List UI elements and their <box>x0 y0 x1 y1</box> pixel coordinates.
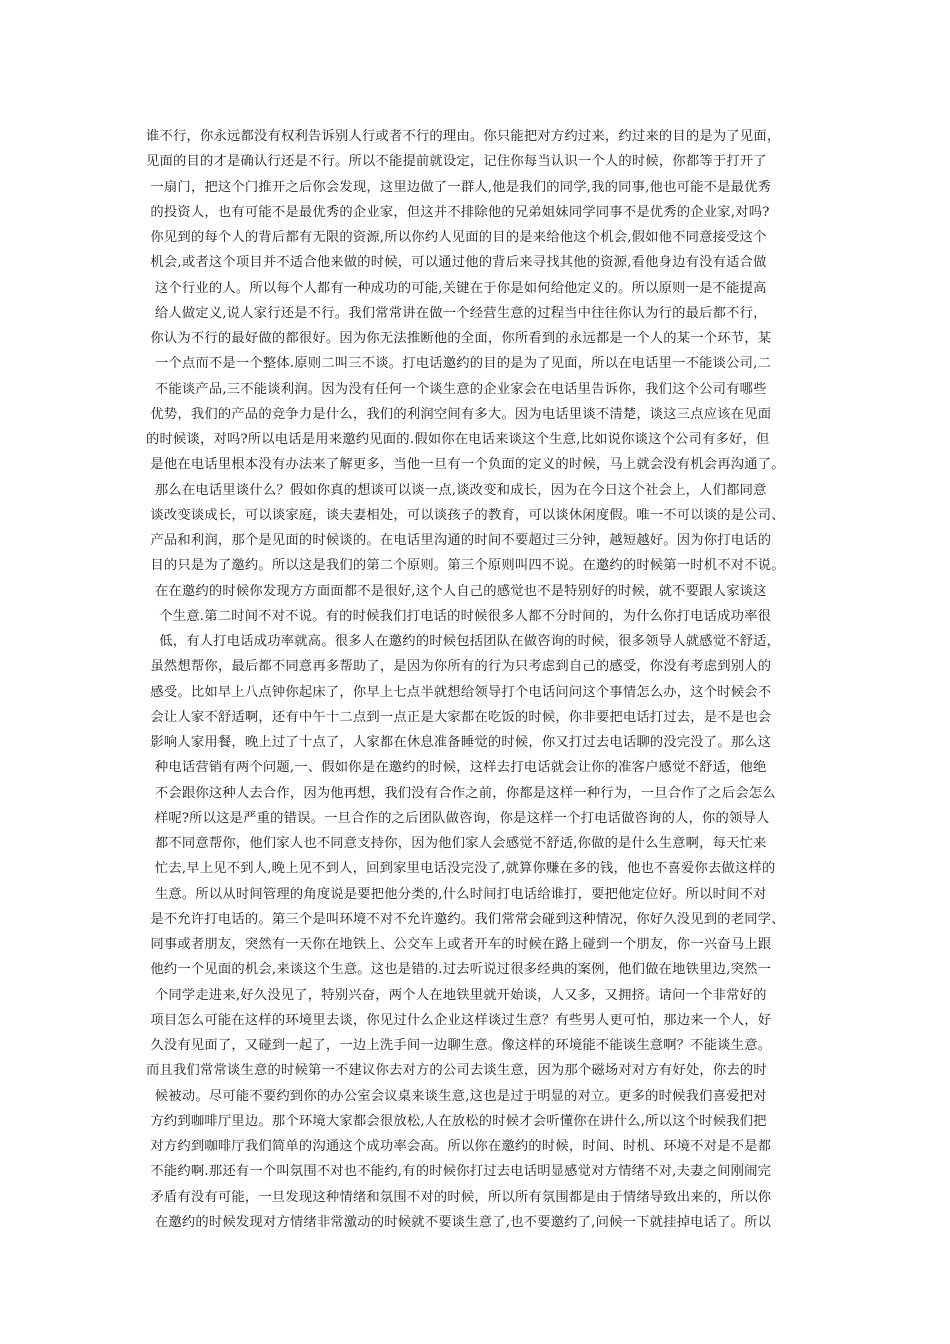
text-line: 你认为不行的最好做的都很好。因为你无法推断他的全面，你所看到的永远都是一个人的某一个环节，某 <box>146 331 772 346</box>
text-line: 种电话营销有两个问题,一、假如你是在邀约的时候，这样去打电话就会让你的准客户感觉不舒适，他绝 <box>146 760 767 776</box>
text-line: 的时候谈，对吗?所以电话是用来邀约见面的.假如你在电话来谈这个生意,比如说你谈这个公司有多好，但 <box>146 432 770 447</box>
text-line: 机会,或者这个项目并不适合他来做的时候，可以通过他的背后来寻找其他的资源,看他身边有没有适合做 <box>146 255 767 271</box>
text-line: 感受。比如早上八点钟你起床了，你早上七点半就想给领导打个电话问问这个事情怎么办，这个时候会不 <box>146 684 772 700</box>
text-line: 矛盾有没有可能，一旦发现这种情绪和氛围不对的时候，所以所有氛围都是由于情绪导致出来的，所以你 <box>146 1189 772 1205</box>
text-line: 优势，我们的产品的竞争力是什么，我们的利润空间有多大。因为电话里谈不清楚，谈这三点应该在见面 <box>146 406 772 422</box>
text-line: 都不同意帮你，他们家人也不同意支持你，因为他们家人会感觉不舒适,你做的是什么生意啊，每天忙来 <box>146 836 767 851</box>
text-line: 会让人家不舒适啊，还有中午十二点到一点正是大家都在吃饭的时候，你非要把电话打过去，是不是也会 <box>146 709 772 725</box>
text-line: 虽然想帮你，最后都不同意再多帮助了，是因为你所有的行为只考虑到自己的感受，你没有考虑到别人的 <box>146 659 772 675</box>
text-line: 一个点而不是一个整体.原则二叫三不谈。打电话邀约的目的是为了见面，所以在电话里一不能谈公司,二 <box>146 356 772 372</box>
text-line: 在邀约的时候发现对方情绪非常激动的时候就不要谈生意了,也不要邀约了,问候一下就挂掉电话了。所以 <box>146 1214 772 1230</box>
text-line: 久没有见面了，又碰到一起了，一边上洗手间一边聊生意。像这样的环境能不能谈生意啊？不能谈生意。 <box>146 1038 772 1053</box>
text-line: 你见到的每个人的背后都有无限的资源,所以你约人见面的目的是来给他这个机会,假如他不同意接受这个 <box>146 230 767 245</box>
text-line: 而且我们常常谈生意的时候第一不建议你去对方的公司去谈生意，因为那个磁场对对方有好处，你去的时 <box>146 1063 767 1079</box>
text-line: 忙去,早上见不到人,晚上见不到人，回到家里电话没完没了,就算你赚在多的钱，他也不喜爱你去做这样的 <box>146 861 776 877</box>
text-line: 目的只是为了邀约。所以这是我们的第二个原则。第三个原则叫四不说。在邀约的时候第一时机不对不说。 <box>146 558 785 574</box>
text-line: 给人做定义,说人家行还是不行。我们常常讲在做一个经营生意的过程当中往往你认为行的最后都不行， <box>146 305 767 321</box>
body-text <box>146 124 822 1235</box>
text-line: 在在邀约的时候你发现方方面面都不是很好,这个人自己的感觉也不是特别好的时候，就不要跟人家谈这 <box>146 583 767 599</box>
text-line: 一扇门，把这个门推开之后你会发现，这里边做了一群人,他是我们的同学,我的同事,他也可能不是最优秀 <box>146 179 772 195</box>
text-line: 个同学走进来,好久没见了，特别兴奋，两个人在地铁里就开始谈，人又多，又拥挤。请问一个非常好的 <box>146 987 767 1003</box>
text-line: 样呢?所以这是严重的错误。一旦合作的之后团队做咨询，你是这样一个打电话做咨询的人，你的领导人 <box>146 810 770 826</box>
text-line: 是他在电话里根本没有办法来了解更多，当他一旦有一个负面的定义的时候，马上就会没有机会再沟通了。 <box>146 457 785 473</box>
text-line: 方约到咖啡厅里边。那个环境大家都会很放松,人在放松的时候才会听懂你在讲什么,所以这个时候我们把 <box>146 1113 767 1129</box>
text-line: 不能谈产品,三不能谈利润。因为没有任何一个谈生意的企业家会在电话里告诉你，我们这个公司有哪些 <box>146 381 767 397</box>
text-line: 影响人家用餐，晚上过了十点了，人家都在休息准备睡觉的时候，你又打过去电话聊的没完没了。那么这 <box>146 735 772 750</box>
text-line: 产品和利润，那个是见面的时候谈的。在电话里沟通的时间不要超过三分钟，越短越好。因为你打电话的 <box>146 533 772 548</box>
text-line: 候被动。尽可能不要约到你的办公室会议桌来谈生意,这也是过于明显的对立。更多的时候我们喜爱把对 <box>146 1088 767 1104</box>
text-line: 项目怎么可能在这样的环境里去谈，你见过什么企业这样谈过生意？有些男人更可怕，那边来一个人，好 <box>146 1012 772 1028</box>
text-line: 低，有人打电话成功率就高。很多人在邀约的时候包括团队在做咨询的时候，很多领导人就感觉不舒适， <box>146 634 781 649</box>
text-line: 生意。所以从时间管理的角度说是要把他分类的,什么时间打电话给谁打，要把他定位好。所以时间不对 <box>146 886 767 902</box>
text-line: 见面的目的才是确认行还是不行。所以不能提前就设定，记住你每当认识一个人的时候，你都等于打开了 <box>146 154 767 170</box>
text-line: 对方约到咖啡厅我们简单的沟通这个成功率会高。所以你在邀约的时候，时间、时机、环境不对是不是都 <box>146 1139 772 1154</box>
text-line: 不能约啊.那还有一个叫氛围不对也不能约,有的时候你打过去电话明显感觉对方情绪不对,夫妻之间刚闹完 <box>146 1164 772 1180</box>
text-line: 他约一个见面的机会,来谈这个生意。这也是错的.过去听说过很多经典的案例，他们做在地铁里边,突然一 <box>146 962 772 978</box>
text-line: 谈改变谈成长，可以谈家庭，谈夫妻相处，可以谈孩子的教育，可以谈休闲度假。唯一不可以谈的是公司、 <box>146 507 785 523</box>
text-line: 不会跟你这种人去合作，因为他再想，我们没有合作之前，你都是这样一种行为，一旦合作了之后会怎么 <box>146 785 776 801</box>
text-line: 谁不行，你永远都没有权利告诉别人行或者不行的理由。你只能把对方约过来，约过来的目的是为了见面， <box>146 129 781 144</box>
text-line: 个生意.第二时间不对不说。有的时候我们打电话的时候很多人都不分时间的，为什么你打电话成功率很 <box>146 608 772 624</box>
text-line: 同事或者朋友，突然有一天你在地铁上、公交车上或者开车的时候在路上碰到一个朋友，你一兴奋马上跟 <box>146 937 772 952</box>
text-line: 是不允许打电话的。第三个是叫环境不对不允许邀约。我们常常会碰到这种情况，你好久没见到的老同学、 <box>146 911 785 927</box>
text-line: 的投资人，也有可能不是最优秀的企业家，但这并不排除他的兄弟姐妹同学同事不是优秀的企业家,对吗? <box>146 204 770 220</box>
text-line: 这个行业的人。所以每个人都有一种成功的可能,关键在于你是如何给他定义的。所以原则一是不能提高 <box>146 280 767 296</box>
text-line: 那么在电话里谈什么？假如你真的想谈可以谈一点,谈改变和成长，因为在今日这个社会上，人们都同意 <box>146 482 767 498</box>
